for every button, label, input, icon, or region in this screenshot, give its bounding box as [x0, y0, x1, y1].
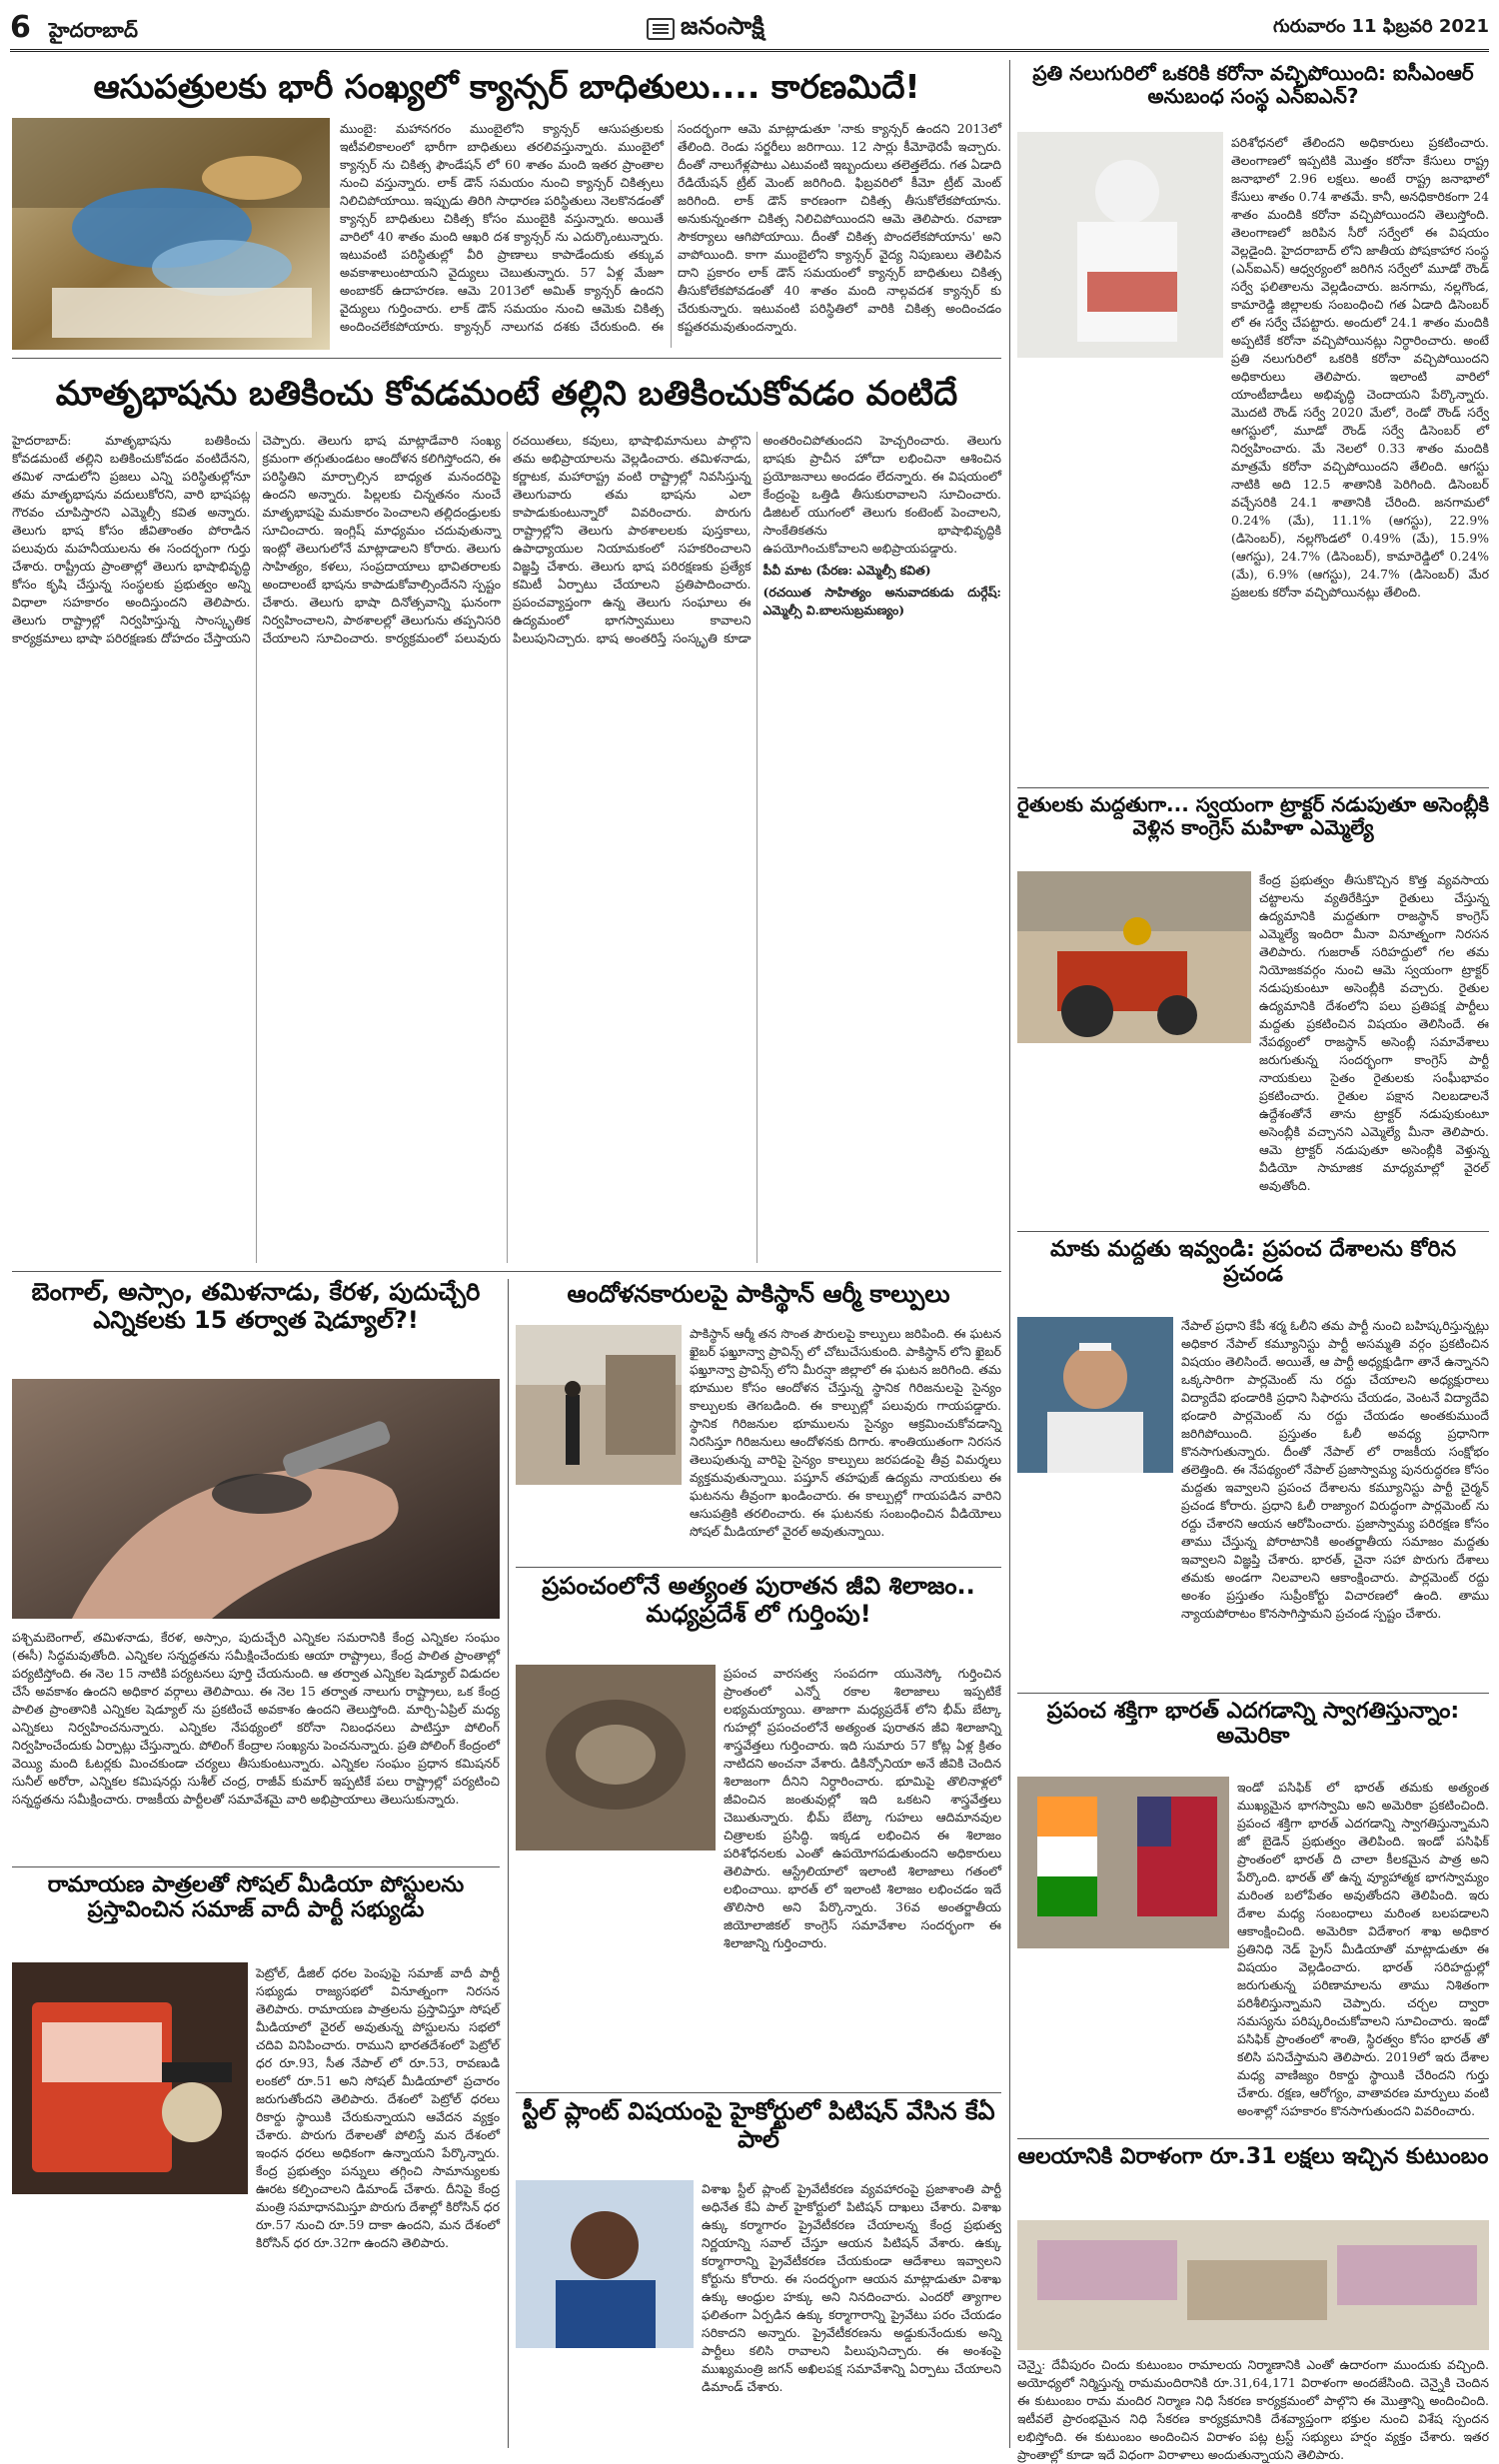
corona-headline: ప్రతి నలుగురిలో ఒకరికి కరోనా వచ్చిపోయింది: ఐసీఎంఆర్ అనుబంధ సంస్థ ఎన్ఐఎన్?	[1032, 61, 1474, 108]
divider	[1017, 1693, 1489, 1694]
newspaper-logo-icon	[647, 18, 675, 40]
america-headline: ప్రపంచ శక్తిగా భారత్ ఎదగడాన్ని స్వాగతిస్తున్నాం: అమెరికా	[1046, 1699, 1460, 1750]
divider	[12, 1271, 1001, 1272]
fossil-body: ప్రపంచ వారసత్వ సంపదగా యునెస్కో గుర్తించిన ప్రాంతంలో ఎన్నో రకాల శిలాజాలు ఇప్పటికే లభ్యమయ్యాయి. తాజాగా మధ్యప్రదేశ్ లోని భీమ్ బేట్కా గుహల్లో ప్రపంచంలోనే అత్యంత పురాతన జీవి శిలాజాన్ని శాస్త్రవేత్తలు గుర్తించారు. ఇది సుమారు 57 కోట్ల ఏళ్ల క్రితం నాటిదని అంచనా వేశారు. డికిన్సోనియా అనే జీవికి చెందిన శిలాజంగా దీనిని నిర్ధారించారు. భూమిపై తొలినాళ్లలో జీవించిన జంతువుల్లో ఇది ఒకటని శాస్త్రవేత్తలు చెబుతున్నారు. భీమ్ బేట్కా గుహలు ఆదిమానవుల చిత్రాలకు ప్రసిద్ధి. ఇక్కడ లభించిన ఈ శిలాజం పరిశోధనలకు ఎంతో ఉపయోగపడుతుందని అధికారులు తెలిపారు. ఆస్ట్రేలియాలో ఇలాంటి శిలాజాలు గతంలో లభించాయి. భారత్ లో ఇలాంటి శిలాజం లభించడం ఇదే తొలిసారి అని పేర్కొన్నారు. 36వ అంతర్జాతీయ జియోలాజికల్ కాంగ్రెస్ సమావేశాల సందర్భంగా ఈ శిలాజాన్ని గుర్తించారు.	[724, 1666, 1001, 1950]
currency-notes-photo	[1017, 2220, 1489, 2350]
steel-plant-headline: స్టీల్ ప్లాంట్ విషయంపై హైకోర్టులో పిటిషన్ వేసిన కేఏ పాల్	[522, 2097, 995, 2153]
prachanda-headline: మాకు మద్దతు ఇవ్వండి: ప్రపంచ దేశాలను కోరిన ప్రచండ	[1049, 1237, 1457, 1288]
petrol-pump-photo	[12, 1962, 248, 2194]
fossil-headline: ప్రపంచంలోనే అత్యంత పురాతన జీవి శిలాజం.. మధ్యప్రదేశ్ లో గుర్తింపు!	[542, 1572, 975, 1628]
steel-plant-body: విశాఖ స్టీల్ ప్లాంట్ ప్రైవేటీకరణ వ్యవహారంపై ప్రజాశాంతి పార్టీ అధినేత కేఏ పాల్ హైకోర్టులో పిటిషన్ దాఖలు చేశారు. విశాఖ ఉక్కు కర్మాగారం ప్రైవేటీకరణ చేయాలన్న కేంద్ర ప్రభుత్వ నిర్ణయాన్ని సవాల్ చేస్తూ ఆయన పిటిషన్ వేశారు. ఉక్కు కర్మాగారాన్ని ప్రైవేటీకరణ చేయకుండా ఆదేశాలు ఇవ్వాలని కోర్టును కోరారు. ఈ సందర్భంగా ఆయన మాట్లాడుతూ విశాఖ ఉక్కు ఆంధ్రుల హక్కు అని నినదించారు. ఎందరో త్యాగాల ఫలితంగా ఏర్పడిన ఉక్కు కర్మాగారాన్ని ప్రైవేటు పరం చేయడం సరికాదని అన్నారు. ప్రైవేటీకరణను అడ్డుకునేందుకు అన్ని పార్టీలు కలిసి రావాలని పిలుపునిచ్చారు. ఈ అంశంపై ముఖ్యమంత్రి జగన్ అఖిలపక్ష సమావేశాన్ని ఏర్పాటు చేయాలని డిమాండ్ చేశారు.	[702, 2181, 1001, 2394]
pakistan-body: పాకిస్థాన్ ఆర్మీ తన సొంత పౌరులపై కాల్పులు జరిపింది. ఈ ఘటన ఖైబర్ ఫఖ్తూన్వా ప్రావిన్స్ లో చోటుచేసుకుంది. పాకిస్థాన్ లోని ఖైబర్ ఫఖ్తూన్వా ప్రావిన్స్ లోని మీరన్షా జిల్లాలో ఈ ఘటన జరిగింది. తమ భూముల కోసం ఆందోళన చేస్తున్న స్థానిక గిరిజనులపై సైన్యం కాల్పులకు తెగబడింది. ఈ కాల్పుల్లో పలువురు గాయపడ్డారు. స్థానిక గిరిజనుల భూములను సైన్యం ఆక్రమించుకోవడాన్ని నిరసిస్తూ గిరిజనులు ఆందోళనకు దిగారు. శాంతియుతంగా నిరసన తెలుపుతున్న వారిపై సైన్యం కాల్పులు జరపడంపై తీవ్ర విమర్శలు వ్యక్తమవుతున్నాయి. పష్తూన్ తహఫుజ్ ఉద్యమ నాయకులు ఈ ఘటనను తీవ్రంగా ఖండించారు. ఈ కాల్పుల్లో గాయపడిన వారిని ఆసుపత్రికి తరలించారు. ఈ ఘటనకు సంబంధించిన వీడియోలు సోషల్ మీడియాలో వైరల్ అవుతున్నాయి.	[690, 1326, 1001, 1539]
issue-date: గురువారం 11 ఫిబ్రవరి 2021	[1272, 16, 1489, 37]
america-body: ఇండో పసిఫిక్ లో భారత్ తమకు అత్యంత ముఖ్యమైన భాగస్వామి అని అమెరికా ప్రకటించింది. ప్రపంచ శక్తిగా భారత్ ఎదగడాన్ని స్వాగతిస్తున్నామని జో బైడెన్ ప్రభుత్వం తెలిపింది. ఇండో పసిఫిక్ ప్రాంతంలో భారత్ ది చాలా కీలకమైన పాత్ర అని పేర్కొంది. భారత్ తో ఉన్న వ్యూహాత్మక భాగస్వామ్యం మరింత బలోపేతం అవుతోందని తెలిపింది. ఇరు దేశాల మధ్య సంబంధాలు మరింత బలపడాలని ఆకాంక్షించింది. అమెరికా విదేశాంగ శాఖ అధికార ప్రతినిధి నెడ్ ప్రైస్ మీడియాతో మాట్లాడుతూ ఈ విషయం వెల్లడించారు. భారత్ సరిహద్దుల్లో జరుగుతున్న పరిణామాలను తాము నిశితంగా పరిశీలిస్తున్నామని చెప్పారు. చర్చల ద్వారా సమస్యను పరిష్కరించుకోవాలని సూచించారు. ఇండో పసిఫిక్ ప్రాంతంలో శాంతి, స్థిరత్వం కోసం భారత్ తో కలిసి పనిచేస్తామని తెలిపారు. 2019లో ఇరు దేశాల మధ్య వాణిజ్యం రికార్డు స్థాయికి చేరిందని గుర్తు చేశారు. రక్షణ, ఆరోగ్యం, వాతావరణ మార్పులు వంటి అంశాల్లో సహకారం కొనసాగుతుందని వివరించారు.	[1237, 1780, 1489, 2118]
ramayana-body: పెట్రోల్, డీజిల్ ధరల పెంపుపై సమాజ్ వాదీ పార్టీ సభ్యుడు రాజ్యసభలో వినూత్నంగా నిరసన తెలిపారు. రామాయణ పాత్రలను ప్రస్తావిస్తూ సోషల్ మీడియాలో వైరల్ అవుతున్న పోస్టులను సభలో చదివి వినిపించారు. రాముని భారతదేశంలో పెట్రోల్ ధర రూ.93, సీత నేపాల్ లో రూ.53, రావణుడి లంకలో రూ.51 అని సోషల్ మీడియాలో ప్రచారం జరుగుతోందని తెలిపారు. దేశంలో పెట్రోల్ ధరలు రికార్డు స్థాయికి చేరుకున్నాయని ఆవేదన వ్యక్తం చేశారు. పొరుగు దేశాలతో పోలిస్తే మన దేశంలో ఇంధన ధరలు అధికంగా ఉన్నాయని పేర్కొన్నారు. కేంద్ర ప్రభుత్వం పన్నులు తగ్గించి సామాన్యులకు ఊరట కల్పించాలని డిమాండ్ చేశారు. దీనిపై కేంద్ర మంత్రి సమాధానమిస్తూ పొరుగు దేశాల్లో కిరోసిన్ ధర రూ.57 నుంచి రూ.59 దాకా ఉందని, మన దేశంలో కిరోసిన్ ధర రూ.32గా ఉందని తెలిపారు.	[256, 1965, 500, 2250]
divider	[1017, 1231, 1489, 1232]
divider	[516, 1567, 1001, 1568]
mother-tongue-body	[12, 432, 1001, 1263]
cancer-headline: ఆసుపత్రులకు భారీ సంఖ్యలో క్యాన్సర్ బాధితులు.... కారణమిదే!	[93, 67, 920, 106]
ramayana-headline: రామాయణ పాత్రలతో సోషల్ మీడియా పోస్టులను ప్రస్తావించిన సమాజ్ వాదీ పార్టీ సభ్యుడు	[47, 1872, 465, 1923]
prachanda-photo	[1017, 1317, 1173, 1473]
edition-city: హైదరాబాద్	[48, 18, 138, 42]
ka-paul-photo	[516, 2180, 694, 2348]
prachanda-body: నేపాల్ ప్రధాని కేపీ శర్మ ఓలీని తమ పార్టీ నుంచి బహిష్కరిస్తున్నట్లు అధికార నేపాల్ కమ్యూనిస్టు పార్టీ అసమ్మతి వర్గం ప్రకటించిన విషయం తెలిసిందే. అయితే, ఆ పార్టీ అధ్యక్షుడిగా తానే ఉన్నానని ఒక్కసారిగా పార్లమెంట్ ను రద్దు చేయాలని అధ్యక్షురాలు విద్యాదేవి భండారికి ప్రధాని సిఫారసు చేయడం, వెంటనే విద్యాదేవి భండారి పార్లమెంట్ ను రద్దు చేయడం అంతకుముందే జరిగిపోయింది. ప్రస్తుతం ఓలీ అవధ్య ప్రధానిగా కొనసాగుతున్నారు. దీంతో నేపాల్ లో రాజకీయ సంక్షోభం తలెత్తింది. ఈ నేపథ్యంలో నేపాల్ ప్రజాస్వామ్య పునరుద్ధరణ కోసం మద్దతు ఇవ్వాలని ప్రపంచ దేశాలను కమ్యూనిస్టు పార్టీ చైర్మన్ ప్రచండ కోరారు. ప్రధాని ఓలీ రాజ్యాంగ విరుద్ధంగా పార్లమెంట్ ను రద్దు చేశారని ఆయన ఆరోపించారు. ప్రజాస్వామ్య పరిరక్షణ కోసం తాము చేస్తున్న పోరాటానికి అంతర్జాతీయ సమాజం మద్దతు ఇవ్వాలని విజ్ఞప్తి చేశారు. భారత్, చైనా సహా పొరుగు దేశాలు తమకు అండగా నిలవాలని ఆకాంక్షించారు. పార్లమెంట్ రద్దు అంశం ప్రస్తుతం సుప్రీంకోర్టు విచారణలో ఉంది. తాము న్యాయపోరాటం కొనసాగిస్తామని ప్రచండ స్పష్టం చేశారు.	[1181, 1318, 1489, 1621]
mother-tongue-byline: పీవీ మాట (పేరణ: ఎమ్మెల్సీ కవిత)	[762, 562, 931, 578]
fossil-photo	[516, 1665, 716, 1850]
corona-lab-photo	[1017, 132, 1223, 358]
mother-tongue-byline-2: (రచయిత సాహిత్యం అనువాదకుడు దుర్గేష్: ఎమ్మెల్సీ వి.బాలసుబ్రమణ్యం)	[762, 584, 1001, 617]
page-number: 6	[10, 10, 31, 45]
cancer-body: ముంబై: మహానగరం ముంబైలోని క్యాన్సర్ ఆసుపత్రులకు ఇటీవలికాలంలో భారీగా బాధితులు తరలివస్తున్నారు. ముంబైలో క్యాన్సర్ ను చికిత్స ఫౌండేషన్ లో 60 శాతం మంది ఇతర ప్రాంతాల నుంచి వస్తున్నారు. లాక్ డౌన్ సమయం నుంచి క్యాన్సర్ చికిత్సలు నిలిచిపోయాయి. ఇప్పుడు తిరిగి సాధారణ పరిస్థితులు నెలకొనడంతో క్యాన్సర్ బాధితులు చికిత్స కోసం ముంబైకి వస్తున్నారు. అయితే వారిలో 40 శాతం మంది ఆఖరి దశ క్యాన్సర్ ను ఎదుర్కొంటున్నారు. ఇటువంటి పరిస్థితుల్లో వీరి ప్రాణాలు కాపాడేందుకు తక్కువ అవకాశాలుంటాయని వైద్యులు చెబుతున్నారు. 57 ఏళ్ల మేజూ అంబాకర్ ఉదాహరణ. ఆమె 2013లో అమిత్ క్యాన్సర్ ఉందని వైద్యులు గుర్తించారు. లాక్ డౌన్ సమయం నుంచి ఆమెకు చికిత్స అందించలేకపోయారు. క్యాన్సర్ నాలుగవ దశకు చేరుకుంది. ఈ సందర్భంగా ఆమె మాట్లాడుతూ 'నాకు క్యాన్సర్ ఉందని 2013లో తేలింది. రెండు సర్జరీలు జరిగాయి. 12 సార్లు కీమోథెరపీ ఇచ్చారు. దీంతో నాలుగేళ్లపాటు ఎటువంటి ఇబ్బందులు తలెత్తలేదు. గత ఏడాది రేడియేషన్ ట్రీట్ మెంట్ జరిగింది. ఫిబ్రవరిలో కీమో ట్రీట్ మెంట్ జరిగింది. లాక్ డౌన్ కారణంగా చికిత్స తీసుకోలేకపోయాను. అనుకున్నంతగా చికిత్స నిలిచిపోయిందని ఆమె తెలిపారు. రవాణా సౌకర్యాలు ఆగిపోయాయి. దీంతో చికిత్స పొందలేకపోయాను' అని వాపోయింది. కాగా ముంబైలోని క్యాన్సర్ వైద్య నిపుణులు తెలిపిన దాని ప్రకారం లాక్ డౌన్ సమయంలో క్యాన్సర్ బాధితులు చికిత్స తీసుకోలేకపోవడంతో 40 శాతం మంది నాల్గవదశ క్యాన్సర్ కు చేరుకున్నారు. ఇటువంటి పరిస్థితిలో వారికి చికిత్స అందించడం కష్టతరమవుతుందన్నారు.	[340, 121, 1001, 334]
page-header	[10, 8, 1489, 52]
mother-tongue-headline: మాతృభాషను బతికించు కోవడమంటే తల్లిని బతికించుకోవడం వంటిదే	[55, 374, 958, 414]
divider	[516, 2092, 1001, 2093]
elections-headline: బెంగాల్, అస్సాం, తమిళనాడు, కేరళ, పుదుచ్చేరి ఎన్నికలకు 15 తర్వాత షెడ్యూల్?!	[31, 1278, 481, 1334]
elections-body: పశ్చిమబెంగాల్, తమిళనాడు, కేరళ, అస్సాం, పుదుచ్చేరి ఎన్నికల సమరానికి కేంద్ర ఎన్నికల సంఘం (ఈసీ) సిద్ధమవుతోంది. ఎన్నికల సన్నద్ధతను సమీక్షించేందుకు ఆయా రాష్ట్రాలు, కేంద్ర పాలిత ప్రాంతాల్లో పర్యటిస్తోంది. ఈ నెల 15 నాటికి పర్యటనలు పూర్తి చేయనుంది. ఆ తర్వాత ఎన్నికల షెడ్యూల్ విడుదల చేసే అవకాశం ఉందని అధికార వర్గాలు తెలిపాయి. ఈ నెల 15 తర్వాత నాలుగు రాష్ట్రాలు, ఒక కేంద్ర పాలిత ప్రాంతానికి ఎన్నికల షెడ్యూల్ ను ప్రకటించే అవకాశం ఉందని తెలుస్తోంది. మార్చి-ఏప్రిల్ మధ్య ఎన్నికలు నిర్వహించనున్నారు. ఎన్నికల నేపథ్యంలో కరోనా నిబంధనలు పాటిస్తూ పోలింగ్ నిర్వహించేందుకు ఏర్పాట్లు చేస్తున్నారు. పోలింగ్ కేంద్రాల సంఖ్యను పెంచనున్నారు. ప్రతి పోలింగ్ కేంద్రంలో వెయ్యి మంది ఓటర్లకు మించకుండా చర్యలు తీసుకుంటున్నారు. ఎన్నికల సంఘం ప్రధాన కమిషనర్ సునీల్ అరోరా, ఎన్నికల కమిషనర్లు సుశీల్ చంద్ర, రాజీవ్ కుమార్ ఇప్పటికే పలు రాష్ట్రాల్లో పర్యటించి సన్నద్ధతను సమీక్షించారు. రాజకీయ పార్టీలతో సమావేశమై వారి అభిప్రాయాలు తెలుసుకున్నారు.	[12, 1630, 500, 1807]
mother-tongue-text: హైదరాబాద్: మాతృభాషను బతికించు కోవడమంటే తల్లిని బతికించుకోవడం వంటిదేనని, తమిళ నాడులోని ప్రజలు ఎన్ని పరిస్థితుల్లోనూ తమ మాతృభాషను వదులుకోరని, వారి భాషపట్ల గౌరవం చూపిస్తారని ఎమ్మెల్సీ కవిత అన్నారు. తెలుగు భాష కోసం జీవితాంతం పోరాడిన పలువురు మహనీయులను ఈ సందర్భంగా గుర్తు చేశారు. రాష్ట్రీయ ప్రాంతాల్లో తెలుగు భాషాభివృద్ధి కోసం కృషి చేస్తున్న సంస్థలకు ప్రభుత్వం అన్ని విధాలా సహకారం అందిస్తుందని తెలిపారు. తెలుగు రాష్ట్రాల్లో నిర్వహిస్తున్న సాంస్కృతిక కార్యక్రమాలు భాషా పరిరక్షణకు దోహదం చేస్తాయని చెప్పారు. తెలుగు భాష మాట్లాడేవారి సంఖ్య క్రమంగా తగ్గుతుండటం ఆందోళన కలిగిస్తోందని, ఈ పరిస్థితిని మార్చాల్సిన బాధ్యత మనందరిపై ఉందని అన్నారు. పిల్లలకు చిన్నతనం నుంచే మాతృభాషపై మమకారం పెంచాలని తల్లిదండ్రులకు సూచించారు. ఇంగ్లిష్ మాధ్యమం చదువుతున్నా ఇంట్లో తెలుగులోనే మాట్లాడాలని కోరారు. తెలుగు సాహిత్యం, కళలు, సంప్రదాయాలు భావితరాలకు అందాలంటే భాషను కాపాడుకోవాల్సిందేనని స్పష్టం చేశారు. తెలుగు భాషా దినోత్సవాన్ని ఘనంగా నిర్వహించాలని, పాఠశాలల్లో తెలుగును తప్పనిసరి చేయాలని సూచించారు. కార్యక్రమంలో పలువురు రచయితలు, కవులు, భాషాభిమానులు పాల్గొని తమ అభిప్రాయాలను వెల్లడించారు. తమిళనాడు, కర్ణాటక, మహారాష్ట్ర వంటి రాష్ట్రాల్లో నివసిస్తున్న తెలుగువారు తమ భాషను ఎలా కాపాడుకుంటున్నారో వివరించారు. పొరుగు రాష్ట్రాల్లోని తెలుగు పాఠశాలలకు పుస్తకాలు, ఉపాధ్యాయుల నియామకంలో సహకరించాలని విజ్ఞప్తి చేశారు. తెలుగు భాష పరిరక్షణకు ప్రత్యేక కమిటీ ఏర్పాటు చేయాలని ప్రతిపాదించారు. ప్రపంచవ్యాప్తంగా ఉన్న తెలుగు సంఘాలు ఈ ఉద్యమంలో భాగస్వాములు కావాలని పిలుపునిచ్చారు. భాష అంతరిస్తే సంస్కృతి కూడా అంతరించిపోతుందని హెచ్చరించారు. తెలుగు భాషకు ప్రాచీన హోదా లభించినా ఆశించిన ప్రయోజనాలు అందడం లేదన్నారు. ఈ విషయంలో కేంద్రంపై ఒత్తిడి తీసుకురావాలని సూచించారు. డిజిటల్ యుగంలో తెలుగు కంటెంట్ పెంచాలని, సాంకేతికతను భాషాభివృద్ధికి ఉపయోగించుకోవాలని అభిప్రాయపడ్డారు.	[12, 433, 1001, 645]
masthead	[647, 12, 764, 46]
divider	[1017, 787, 1489, 788]
cancer-photo	[12, 118, 330, 350]
corona-body: పరిశోధనలో తేలిందని అధికారులు ప్రకటించారు. తెలంగాణలో ఇప్పటికి మొత్తం కరోనా కేసులు రాష్ట్ర జనాభాలో 2.96 లక్షలు. అంటే రాష్ట్ర జనాభాలో కేసులు శాతం 0.74 శాతమే. కానీ, అనధికారికంగా 24 శాతం మందికి కరోనా వచ్చిపోయిందని తెలుస్తోంది. తెలంగాణలో జరిపిన సీరో సర్వేలో ఈ విషయం వెల్లడైంది. హైదరాబాద్ లోని జాతీయ పోషకాహార సంస్థ (ఎన్ఐఎన్) ఆధ్వర్యంలో జరిగిన సర్వేలో మూడో రౌండ్ సర్వే ఫలితాలను వెల్లడించారు. జనగామ, నల్లగొండ, కామారెడ్డి జిల్లాలకు సంబంధించి గత ఏడాది డిసెంబర్ లో ఈ సర్వే చేపట్టారు. అందులో 24.1 శాతం మందికి అప్పటికే కరోనా వచ్చిపోయినట్లు నిర్ధారించారు. అంటే ప్రతి నలుగురిలో ఒకరికి కరోనా వచ్చిపోయిందని అధికారులు తెలిపారు. ఇలాంటి వారిలో యాంటీబాడీలు అభివృద్ధి చెందాయని పేర్కొన్నారు. మొదటి రౌండ్ సర్వే 2020 మేలో, రెండో రౌండ్ సర్వే ఆగస్టులో, మూడో రౌండ్ సర్వే డిసెంబర్ లో నిర్వహించారు. మే నెలలో 0.33 శాతం మందికి మాత్రమే కరోనా వచ్చిపోయిందని తేలింది. ఆగస్టు నాటికి అది 12.5 శాతానికి పెరిగింది. డిసెంబర్ వచ్చేసరికి 24.1 శాతానికి చేరింది. జనగామలో 0.24% (మే), 11.1% (ఆగస్టు), 22.9% (డిసెంబర్), నల్లగొండలో 0.49% (మే), 15.9% (ఆగస్టు), 24.7% (డిసెంబర్), కామారెడ్డిలో 0.24% (మే), 6.9% (ఆగస్టు), 24.7% (డిసెంబర్) మేర ప్రజలకు కరోనా వచ్చిపోయినట్లు తేలింది.	[1231, 135, 1489, 600]
temple-donation-body: చెన్నై: దేవీపురం చిందు కుటుంబం రామాలయ నిర్మాణానికి ఎంతో ఉదారంగా ముందుకు వచ్చింది. అయోధ్యలో నిర్మిస్తున్న రామమందిరానికి రూ.31,64,171 విరాళంగా అందజేసింది. చెన్నైకి చెందిన ఈ కుటుంబం రామ మందిర నిర్మాణ నిధి సేకరణ కార్యక్రమంలో పాల్గొని ఈ మొత్తాన్ని అందించింది. ఇటీవలే ప్రారంభమైన నిధి సేకరణ కార్యక్రమానికి దేశవ్యాప్తంగా భక్తుల నుంచి విశేష స్పందన లభిస్తోంది. ఈ కుటుంబం అందించిన విరాళం పట్ల ట్రస్ట్ సభ్యులు హర్షం వ్యక్తం చేశారు. ఇతర ప్రాంతాల్లో కూడా ఇదే విధంగా విరాళాలు అందుతున్నాయని తెలిపారు.	[1017, 2357, 1489, 2462]
pakistan-headline: ఆందోళనకారులపై పాకిస్థాన్ ఆర్మీ కాల్పులు	[567, 1280, 950, 1308]
divider	[508, 1279, 509, 2448]
tractor-photo	[1017, 871, 1251, 1043]
tractor-headline: రైతులకు మద్దతుగా... స్వయంగా ట్రాక్టర్ నడుపుతూ అసెంబ్లీకి వెళ్లిన కాంగ్రెస్ మహిళా ఎమ్మెల్యే	[1017, 792, 1489, 839]
divider	[12, 1866, 500, 1867]
temple-donation-headline: ఆలయానికి విరాళంగా రూ.31 లక్షలు ఇచ్చిన కుటుంబం	[1017, 2144, 1489, 2169]
divider	[12, 358, 1001, 359]
divider	[1009, 60, 1010, 2448]
pakistan-army-photo	[516, 1325, 682, 1485]
masthead-title: జనంసాక్షి	[681, 11, 764, 40]
divider	[1017, 2138, 1489, 2139]
india-us-flags-photo	[1017, 1777, 1229, 1948]
tractor-body: కేంద్ర ప్రభుత్వం తీసుకొచ్చిన కొత్త వ్యవసాయ చట్టాలను వ్యతిరేకిస్తూ రైతులు చేస్తున్న ఉద్యమానికి మద్దతుగా రాజస్థాన్ కాంగ్రెస్ ఎమ్మెల్యే ఇందిరా మీనా వినూత్నంగా నిరసన తెలిపారు. గుజరాత్ సరిహద్దులో గల తమ నియోజకవర్గం నుంచి ఆమె స్వయంగా ట్రాక్టర్ నడుపుకుంటూ అసెంబ్లీకి వచ్చారు. రైతుల ఉద్యమానికి దేశంలోని పలు ప్రతిపక్ష పార్టీలు మద్దతు ప్రకటించిన విషయం తెలిసిందే. ఈ నేపథ్యంలో రాజస్థాన్ అసెంబ్లీ సమావేశాలు జరుగుతున్న సందర్భంగా కాంగ్రెస్ పార్టీ నాయకులు సైతం రైతులకు సంఘీభావం ప్రకటించారు. రైతుల పక్షాన నిలబడాలనే ఉద్దేశంతోనే తాను ట్రాక్టర్ నడుపుకుంటూ అసెంబ్లీకి వచ్చానని ఎమ్మెల్యే మీనా తెలిపారు. ఆమె ట్రాక్టర్ నడుపుతూ అసెంబ్లీకి వెళ్తున్న వీడియో సామాజిక మాధ్యమాల్లో వైరల్ అవుతోంది.	[1259, 872, 1489, 1193]
elections-finger-ink-photo	[12, 1379, 500, 1619]
